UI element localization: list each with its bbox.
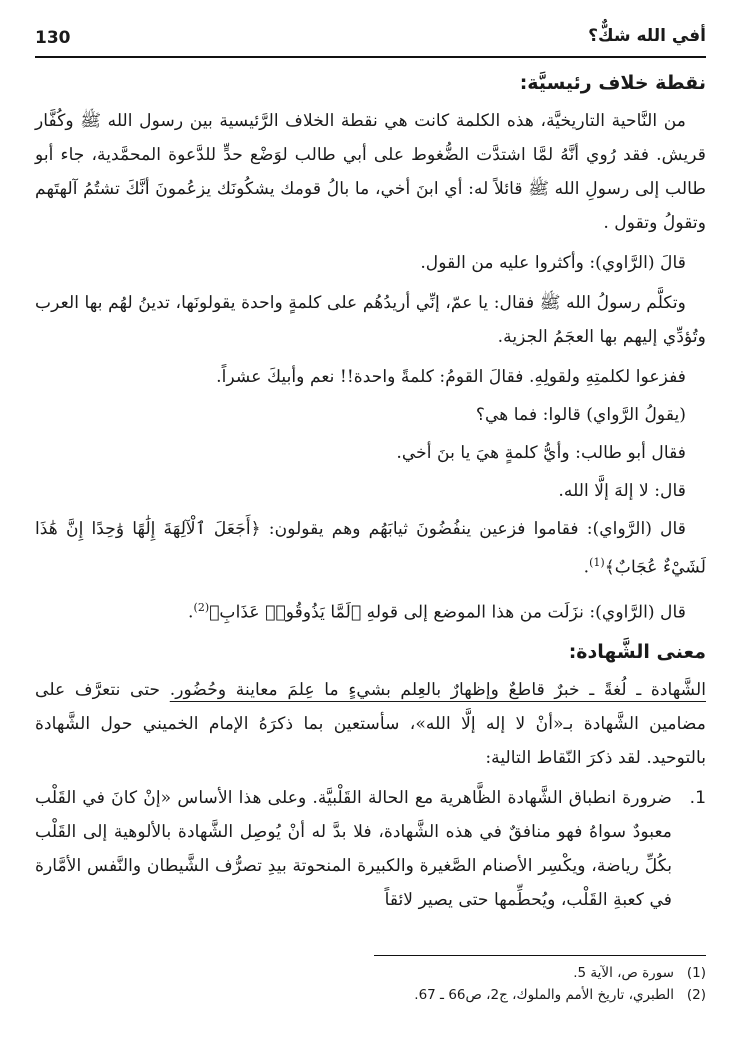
footnote-text: الطبري، تاريخ الأمم والملوك، ج2، ص66 ـ 67. [414, 987, 674, 1003]
paragraph: قال (الرَّاوي): نزَلَت من هذا الموضع إلى قولهِ ﴿لَمَّا يَذُوقُوا۟ عَذَابِ﴾$^{(2)}$. [188, 600, 686, 623]
footnote-number: (1) [686, 965, 706, 981]
footnote-rule [374, 955, 706, 956]
footnotes [35, 962, 706, 1006]
main-text [35, 62, 706, 917]
footnote [35, 984, 706, 1006]
list-number: 1. [689, 788, 706, 809]
page-number: 130 [35, 28, 71, 48]
paragraph: قالَ (الرَّاوي): وأكثروا عليه من القول. [420, 253, 686, 273]
quran-quote: قال (الرَّاوي): نزَلَت من هذا الموضع إلى قولهِ ﴿لَمَّا يَذُوقُوا۟ عَذَابِ﴾ [209, 602, 686, 623]
header-rule [35, 56, 706, 58]
dialogue-line: قال: لا إلهَ إلَّا الله. [558, 481, 686, 501]
paragraph: قال (الرَّواي): فقاموا فزعين ينفُضُونَ ثيابَهُم وهم يقولون: ﴿أَجَعَلَ ٱلْآلِهَةَ إِلَٰهًا وَٰحِدًا إِنَّ هَٰذَا لَشَيْءٌ عُجَابٌ﴾$^{(1)}$. [35, 519, 706, 578]
paragraph: وتكلَّم رسولُ الله ﷺ فقال: يا عمّ، إنِّي أريدُهُم على كلمةٍ واحدة يقولونَها، تدينُ لهُم بها العرب وتُؤدِّي إليهم بها العجَمُ الجزية. [35, 293, 706, 347]
running-header [35, 26, 706, 54]
header-title: أفي الله شكٌّ؟ [588, 26, 706, 46]
list-item [35, 781, 706, 917]
footnote-ref: (2) [193, 600, 210, 614]
dialogue-line: ففزعوا لكلمتِهِ ولقولِهِ. فقالَ القومُ: كلمةً واحدة!! نعم وأبيكَ عشراً. [216, 367, 686, 387]
footnote-number: (2) [686, 987, 706, 1003]
footnote-ref: (1) [589, 556, 605, 569]
footnote [35, 962, 706, 984]
section-heading-dispute: نقطة خلاف رئيسيَّة: [519, 72, 706, 94]
quran-quote: قال (الرَّواي): فقاموا فزعين ينفُضُونَ ثيابَهُم وهم يقولون: ﴿أَجَعَلَ ٱلْآلِهَةَ إِلَٰهًا وَٰحِدًا إِنَّ هَٰذَا لَشَيْءٌ عُجَابٌ﴾ [35, 519, 706, 578]
dialogue-line: فقال أبو طالب: وأيُّ كلمةٍ هيَ يا بنَ أخي. [396, 443, 686, 463]
paragraph: من النَّاحية التاريخيَّة، هذه الكلمة كانت هي نقطة الخلاف الرَّئيسية بين رسول الله ﷺ وكُفَّار قريش. فقد رُوي أنَّهُ لمَّا اشتدَّت الضُّغوط على أبي طالب لوَضْع حدٍّ للدَّعوة المحمَّدية، جاء أبو طالب إلى رسولِ الله ﷺ قائلاً له: أي ابنَ أخي، ما بالُ قومك يشكُونَك يزعُمونَ أنَّكَ تشتُمُ آلهتَهم وتقولُ وتقول . [35, 111, 706, 233]
list-text: ضرورة انطباق الشَّهادة الظَّاهرية مع الحالة القَلْبيَّة. وعلى هذا الأساس «إنْ كانَ في القَلْب معبودٌ سواهُ فهو منافقٌ في هذه الشَّهادة، فلا بدَّ له أنْ يُوصِل الشَّهادة بالألوهية إلى القَلْب بكُلِّ رياضة، ويكْسِر الأصنام الصَّغيرة والكبيرة المنحوتة بيدِ تصرُّف الشَّيطان والنَّفس الأمَّارة في كعبةِ القَلْب، ويُحطِّمها حتى يصير لائقاً [35, 788, 672, 911]
dialogue-line: (يقولُ الرَّواي) قالوا: فما هي؟ [475, 405, 686, 425]
definition-underlined: الشَّهادة ـ لُغةً ـ خبرٌ قاطعٌ وإظهارٌ بالعِلم بشيءٍ ما عِلمَ معاينة وحُضُور. [169, 680, 706, 701]
footnote-text: سورة ص، الآية 5. [573, 965, 674, 981]
paragraph-text: حتى نتعرَّف على مضامين الشَّهادة بـ«أنْ لا إله إلَّا الله»، سأستعين بما ذكرَهُ الإمام الخميني حول الشَّهادة بالتوحيد. لقد ذكرَ النّقاط التالية: [35, 680, 706, 769]
paragraph [35, 673, 706, 775]
section-heading-meaning: معنى الشَّهادة: [568, 641, 706, 664]
